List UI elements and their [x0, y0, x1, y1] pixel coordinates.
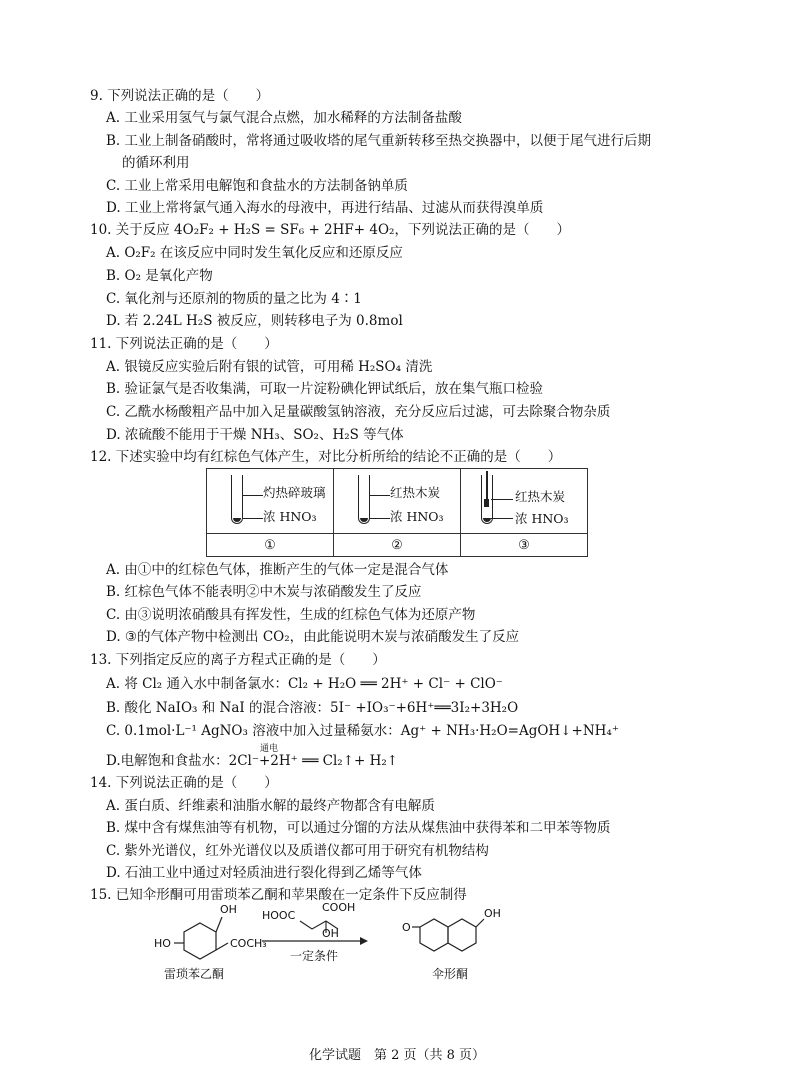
q12-option-b: B. 红棕色气体不能表明②中木炭与浓硝酸发生了反应: [106, 584, 422, 600]
q12-experiment-table: [206, 468, 588, 557]
experiment-3-bottom-label: 浓 HNO₃: [515, 511, 569, 526]
q14-stem: 14. 下列说法正确的是（ ）: [90, 775, 278, 791]
product-name: 伞形酮: [432, 967, 469, 981]
test-tube-icon: [358, 475, 370, 524]
reactant-coch3-label: COCH₃: [230, 937, 267, 950]
experiment-2-cell: [334, 469, 461, 534]
q11-option-a: A. 银镜反应实验后附有银的试管，可用稀 H₂SO₄ 清洗: [106, 359, 433, 375]
product-oh-label: OH: [484, 907, 501, 920]
q10-option-b: B. O₂ 是氧化产物: [106, 268, 213, 284]
q15-stem: 15. 已知伞形酮可用雷琐苯乙酮和苹果酸在一定条件下反应制得: [90, 887, 467, 903]
q11-option-b: B. 验证氯气是否收集满，可取一片淀粉碘化钾试纸后，放在集气瓶口检验: [106, 381, 544, 397]
q13-stem: 13. 下列指定反应的离子方程式正确的是（ ）: [90, 652, 386, 668]
q12-stem: 12. 下述实验中均有红棕色气体产生，对比分析所给的结论不正确的是（ ）: [90, 449, 562, 465]
q9-option-c: C. 工业上常采用电解饱和食盐水的方法制备钠单质: [106, 178, 408, 194]
q9-option-b-cont: 的循环利用: [122, 155, 190, 171]
q14-option-d: D. 石油工业中通过对轻质油进行裂化得到乙烯等气体: [106, 865, 422, 881]
experiment-1-bottom-label: 浓 HNO₃: [263, 509, 317, 524]
experiment-2-number: ②: [334, 534, 461, 557]
q14-option-c: C. 紫外光谱仪，红外光谱仪以及质谱仪都可用于研究有机物结构: [106, 843, 489, 859]
q14-option-a: A. 蛋白质、纤维素和油脂水解的最终产物都含有电解质: [106, 798, 435, 814]
q13-option-c: C. 0.1mol·L⁻¹ AgNO₃ 溶液中加入过量稀氨水：Ag⁺ + NH₃·H₂O=AgOH↓+NH₄⁺: [106, 723, 619, 739]
product-o-label: O: [402, 921, 411, 934]
q10-option-c: C. 氧化剂与还原剂的物质的量之比为 4∶1: [106, 291, 362, 307]
q10-stem: 10. 关于反应 4O₂F₂ + H₂S = SF₆ + 2HF+ 4O₂，下列说法正确的是（ ）: [90, 222, 570, 238]
q10-option-a: A. O₂F₂ 在该反应中同时发生氧化反应和还原反应: [106, 245, 403, 261]
q13-option-d: D.电解饱和食盐水：2Cl⁻+2H⁺ ══ Cl₂↑+ H₂↑: [106, 753, 399, 769]
reaction-condition: 一定条件: [290, 949, 339, 963]
reactant-ho-label: HO: [154, 937, 171, 950]
q13-option-b: B. 酸化 NaIO₃ 和 NaI 的混合溶液：5I⁻ +IO₃⁻+6H⁺══3I₂+3H₂O: [106, 700, 519, 716]
q11-option-d: D. 浓硫酸不能用于干燥 NH₃、SO₂、H₂S 等气体: [106, 427, 404, 443]
q15-reaction-scheme: [150, 901, 590, 1005]
q9-option-b: B. 工业上制备硝酸时，常将通过吸收塔的尾气重新转移至热交换器中，以便于尾气进行后期: [106, 133, 652, 149]
experiment-3-top-label: 红热木炭: [515, 489, 566, 504]
q13-option-d-condition: 通电: [260, 744, 279, 754]
experiment-3-number: ③: [461, 534, 588, 557]
q11-stem: 11. 下列说法正确的是（ ）: [90, 336, 278, 352]
q14-option-b: B. 煤中含有煤焦油等有机物，可以通过分馏的方法从煤焦油中获得苯和二甲苯等物质: [106, 820, 611, 836]
malic-hooc-label: HOOC: [262, 909, 296, 922]
experiment-1-top-label: 灼热碎玻璃: [263, 485, 326, 500]
malic-oh-label: OH: [322, 927, 339, 940]
q12-option-a: A. 由①中的红棕色气体，推断产生的气体一定是混合气体: [106, 562, 449, 578]
page-footer: 化学试题 第 2 页（共 8 页）: [308, 1048, 486, 1063]
experiment-2-top-label: 红热木炭: [390, 485, 441, 500]
malic-cooh-label: COOH: [322, 901, 356, 914]
q9-stem: 9. 下列说法正确的是（ ）: [90, 88, 270, 104]
reactant-oh-label: OH: [220, 903, 237, 916]
q9-option-a: A. 工业采用氢气与氯气混合点燃，加水稀释的方法制备盐酸: [106, 110, 462, 126]
experiment-1-cell: [207, 469, 334, 534]
reactant-name: 雷琐苯乙酮: [164, 967, 225, 981]
q12-option-c: C. 由③说明浓硝酸具有挥发性，生成的红棕色气体为还原产物: [106, 607, 476, 623]
test-tube-icon: [231, 475, 243, 524]
q12-option-d: D. ③的气体产物中检测出 CO₂，由此能说明木炭与浓硝酸发生了反应: [106, 629, 520, 645]
q10-option-d: D. 若 2.24L H₂S 被反应，则转移电子为 0.8mol: [106, 313, 403, 329]
experiment-1-number: ①: [207, 534, 334, 557]
q11-option-c: C. 乙酰水杨酸粗产品中加入足量碳酸氢钠溶液，充分反应后过滤，可去除聚合物杂质: [106, 404, 611, 420]
experiment-2-bottom-label: 浓 HNO₃: [390, 509, 444, 524]
experiment-3-cell: [461, 469, 588, 534]
q13-option-a: A. 将 Cl₂ 通入水中制备氯水：Cl₂ + H₂O ══ 2H⁺ + Cl⁻ + ClO⁻: [106, 676, 503, 692]
q9-option-d: D. 工业上常将氯气通入海水的母液中，再进行结晶、过滤从而获得溴单质: [106, 200, 544, 216]
